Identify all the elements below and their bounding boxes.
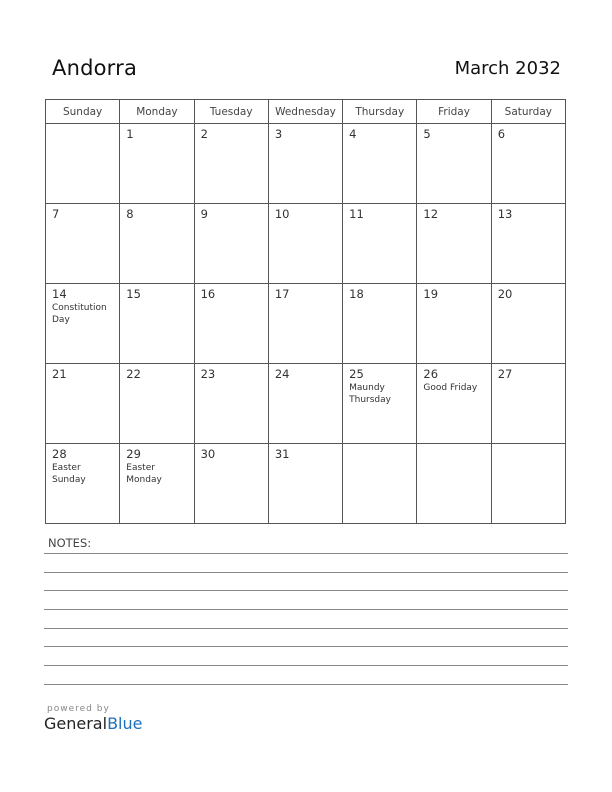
weekday-header: Monday bbox=[120, 100, 194, 124]
day-number: 31 bbox=[274, 447, 290, 461]
day-number: 18 bbox=[349, 287, 364, 301]
day-number: 26 bbox=[423, 367, 439, 381]
day-number: 21 bbox=[52, 367, 67, 381]
week-row bbox=[46, 204, 566, 284]
day-number: 27 bbox=[497, 367, 513, 381]
weekday-header: Thursday bbox=[343, 100, 417, 124]
note-line bbox=[44, 646, 568, 647]
day-number: 22 bbox=[126, 367, 141, 381]
week-row bbox=[46, 364, 566, 444]
logo-blue: Blue bbox=[107, 714, 143, 733]
note-line bbox=[44, 609, 568, 610]
day-cell bbox=[417, 284, 491, 364]
generalblue-logo bbox=[44, 714, 142, 733]
day-number: 1 bbox=[126, 127, 134, 141]
day-cell bbox=[268, 364, 342, 444]
day-cell bbox=[46, 284, 120, 364]
country-title: Andorra bbox=[52, 56, 138, 80]
day-number: 2 bbox=[200, 127, 208, 141]
day-number: 15 bbox=[126, 287, 141, 301]
day-cell bbox=[268, 124, 342, 204]
day-cell bbox=[417, 124, 491, 204]
day-cell bbox=[46, 124, 120, 204]
brand-logo bbox=[44, 704, 142, 733]
day-cell bbox=[417, 444, 491, 524]
logo-general: General bbox=[44, 714, 108, 733]
day-number: 12 bbox=[423, 207, 439, 221]
day-cell bbox=[343, 204, 417, 284]
day-number: 5 bbox=[423, 127, 431, 141]
day-number: 9 bbox=[200, 207, 208, 221]
day-number: 25 bbox=[349, 367, 364, 381]
week-row bbox=[46, 284, 566, 364]
day-cell bbox=[194, 444, 268, 524]
holiday-label: Constitution Day bbox=[52, 303, 107, 325]
day-cell bbox=[268, 284, 342, 364]
weekday-header: Sunday bbox=[46, 100, 120, 124]
note-line bbox=[44, 665, 568, 666]
weekday-header: Wednesday bbox=[268, 100, 342, 124]
day-number: 3 bbox=[274, 127, 283, 141]
day-cell bbox=[491, 444, 565, 524]
day-cell bbox=[268, 204, 342, 284]
day-number: 29 bbox=[126, 447, 141, 461]
month-year-title: March 2032 bbox=[454, 58, 561, 79]
day-number: 19 bbox=[423, 287, 439, 301]
day-cell bbox=[194, 204, 268, 284]
day-cell bbox=[491, 124, 565, 204]
calendar-grid bbox=[45, 99, 566, 524]
day-cell bbox=[417, 364, 491, 444]
notes-label: NOTES: bbox=[48, 536, 92, 550]
day-cell bbox=[417, 204, 491, 284]
day-number: 6 bbox=[497, 127, 506, 141]
day-cell bbox=[46, 204, 120, 284]
powered-by-text: powered by bbox=[47, 704, 110, 714]
weekday-header: Friday bbox=[417, 100, 491, 124]
holiday-label: Maundy Thursday bbox=[349, 383, 391, 405]
holiday-label: Easter Monday bbox=[126, 463, 162, 485]
weekday-header-row bbox=[46, 100, 566, 124]
holiday-label: Good Friday bbox=[423, 383, 478, 393]
day-cell bbox=[120, 364, 194, 444]
day-number: 23 bbox=[200, 367, 216, 381]
day-number: 20 bbox=[497, 287, 513, 301]
day-cell bbox=[46, 364, 120, 444]
day-cell bbox=[120, 124, 194, 204]
day-cell bbox=[120, 284, 194, 364]
day-cell bbox=[491, 364, 565, 444]
note-line bbox=[44, 553, 568, 554]
day-number: 16 bbox=[200, 287, 216, 301]
day-number: 24 bbox=[274, 367, 290, 381]
week-row bbox=[46, 444, 566, 524]
note-line bbox=[44, 628, 568, 629]
day-number: 4 bbox=[349, 127, 357, 141]
day-number: 30 bbox=[200, 447, 216, 461]
day-cell bbox=[343, 124, 417, 204]
day-cell bbox=[194, 124, 268, 204]
weekday-header: Tuesday bbox=[194, 100, 268, 124]
day-number: 17 bbox=[274, 287, 290, 301]
day-cell bbox=[491, 204, 565, 284]
day-number: 28 bbox=[52, 447, 67, 461]
day-cell bbox=[120, 204, 194, 284]
day-cell bbox=[120, 444, 194, 524]
week-row bbox=[46, 124, 566, 204]
day-cell bbox=[343, 444, 417, 524]
weekday-header: Saturday bbox=[491, 100, 565, 124]
day-cell bbox=[268, 444, 342, 524]
day-number: 10 bbox=[274, 207, 290, 221]
day-cell bbox=[343, 364, 417, 444]
day-number: 11 bbox=[349, 207, 364, 221]
day-number: 13 bbox=[497, 207, 513, 221]
day-number: 8 bbox=[126, 207, 134, 221]
note-line bbox=[44, 590, 568, 591]
note-line bbox=[44, 684, 568, 685]
day-cell bbox=[194, 284, 268, 364]
day-cell bbox=[343, 284, 417, 364]
holiday-label: Easter Sunday bbox=[52, 463, 86, 485]
note-line bbox=[44, 572, 568, 573]
day-cell bbox=[194, 364, 268, 444]
day-number: 14 bbox=[52, 287, 67, 301]
day-cell bbox=[491, 284, 565, 364]
day-number: 7 bbox=[52, 207, 60, 221]
day-cell bbox=[46, 444, 120, 524]
